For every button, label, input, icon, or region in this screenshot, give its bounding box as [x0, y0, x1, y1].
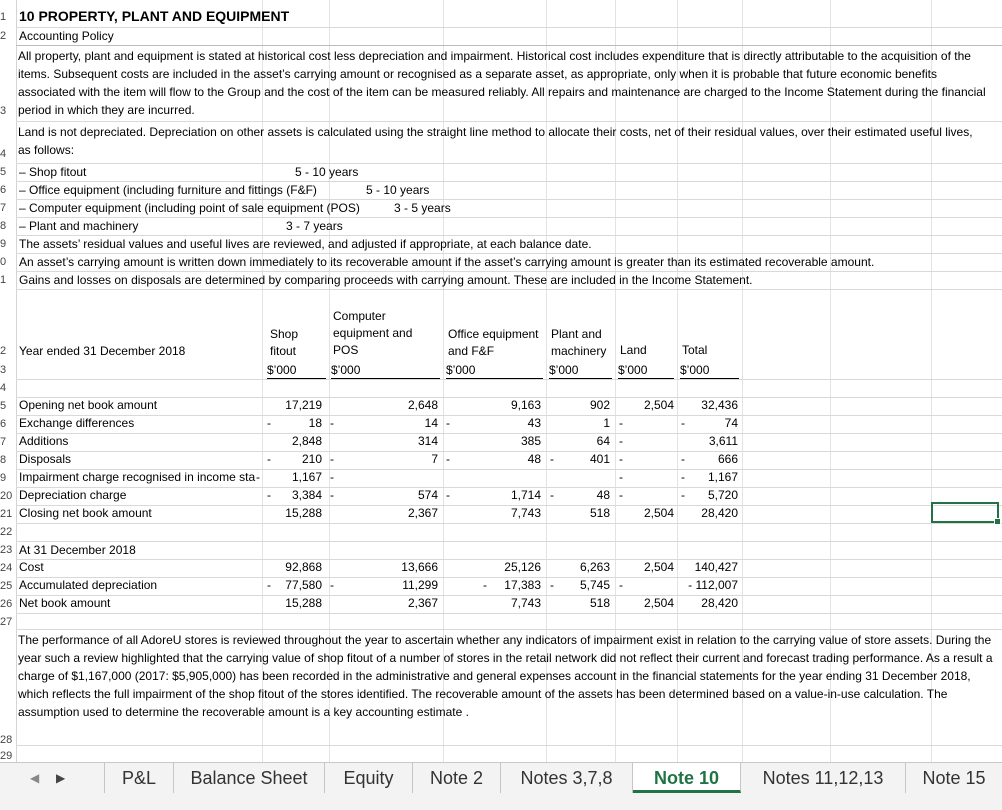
row-number[interactable]: 24 — [0, 562, 13, 574]
value-computer[interactable]: 7 — [431, 452, 438, 466]
row-number[interactable]: 23 — [0, 544, 13, 556]
row-label[interactable]: Closing net book amount — [19, 506, 152, 520]
row-number[interactable]: 8 — [0, 454, 7, 466]
dash-marker[interactable]: - — [681, 452, 685, 466]
dash-marker[interactable]: - — [267, 416, 271, 430]
value-land[interactable]: 2,504 — [643, 560, 674, 574]
policy-paragraph[interactable]: All property, plant and equipment is stated at historical cost less depreciation and impairment. Historical cost includes expenditure that is directly attributable to the acquisition of the items. Subsequent costs are included in the asset’s carrying amount or recognised as a separate asset, as appropriate, only when it is probable that future economic benefits associated with the item will flow to the Group and the cost of the item can be measured reliably. All repairs and maintenance are charged to the Income Statement during the financial period in which they are incurred. — [18, 49, 986, 117]
section-subtitle[interactable]: Accounting Policy — [19, 29, 114, 43]
value-total[interactable]: 28,420 — [701, 596, 738, 610]
row-number[interactable]: 7 — [0, 436, 7, 448]
dash-marker[interactable]: - — [330, 488, 334, 502]
row-number[interactable]: 2 — [0, 345, 7, 357]
life-label[interactable]: – Computer equipment (including point of sale equipment (POS) — [19, 201, 360, 215]
value-plant[interactable]: 5,745 — [579, 578, 610, 592]
dash-marker[interactable]: - — [446, 452, 450, 466]
row-number[interactable]: 4 — [0, 148, 7, 160]
dash-marker[interactable]: - — [330, 452, 334, 466]
value-total[interactable]: - 112,007 — [688, 578, 738, 592]
value-computer[interactable]: 14 — [424, 416, 438, 430]
row-number[interactable]: 6 — [0, 418, 7, 430]
depreciation-paragraph[interactable]: Land is not depreciated. Depreciation on other assets is calculated using the straight line method to allocate their costs, net of their residual values, over their estimated useful lives, as follows: — [18, 125, 973, 157]
value-computer[interactable]: 2,367 — [407, 596, 438, 610]
value-shop[interactable]: 210 — [301, 452, 322, 466]
row-number[interactable]: 4 — [0, 382, 7, 394]
dash-marker[interactable]: - — [619, 578, 623, 592]
value-computer[interactable]: 2,648 — [407, 398, 438, 412]
header-total[interactable]: Total — [682, 343, 708, 357]
row-label[interactable]: Accumulated depreciation — [19, 578, 158, 592]
tab-note-15[interactable]: Note 15 — [906, 763, 1002, 793]
row-number[interactable]: 5 — [0, 400, 7, 412]
row-number[interactable]: 29 — [0, 750, 13, 762]
dash-marker[interactable]: - — [619, 470, 623, 484]
header-land[interactable]: Land — [620, 343, 647, 357]
impairment-paragraph[interactable]: The performance of all AdoreU stores is reviewed throughout the year to ascertain whether any indicators of impairment exist in relation to the carrying value of store assets. During the year such a review highlighted that the carrying value of shop fitout of a number of stores in the retail network did not reflect their current and forecast trading performance. As a result a charge of $1,167,000 (2017: $5,905,000) has been recorded in the administrative and general expenses account in the financial statements for the year ending 31 December 2018, which reflects the full impairment of the shop fitout of the stores identified. The recoverable amount of the assets has been determined based on a value-in-use calculation. The assumption used to determine the recoverable amount is a key accounting estimate . — [18, 633, 993, 719]
dash-marker[interactable]: - — [550, 452, 554, 466]
row-number[interactable]: 3 — [0, 364, 7, 376]
life-value[interactable]: 5 - 10 years — [295, 165, 359, 179]
life-label[interactable]: – Plant and machinery — [19, 219, 139, 233]
dash-marker[interactable]: - — [550, 578, 554, 592]
at-date-label[interactable]: At 31 December 2018 — [19, 543, 136, 557]
value-shop[interactable]: 15,288 — [285, 506, 322, 520]
sheet-tab-bar — [0, 762, 1002, 810]
row-label[interactable]: Net book amount — [19, 596, 111, 610]
scroll-left-icon[interactable]: ◀ — [30, 771, 40, 785]
row-number[interactable]: 1 — [0, 274, 7, 286]
dash-marker[interactable]: - — [256, 470, 260, 484]
value-total[interactable]: 74 — [724, 416, 738, 430]
row-number[interactable]: 28 — [0, 734, 13, 746]
value-land[interactable]: 2,504 — [643, 506, 674, 520]
row-number[interactable]: 1 — [0, 11, 7, 23]
value-plant[interactable]: 518 — [589, 506, 610, 520]
dash-marker[interactable]: - — [619, 434, 623, 448]
value-plant[interactable]: 6,263 — [579, 560, 610, 574]
unit-label[interactable]: $’000 — [549, 363, 612, 379]
value-total[interactable]: 28,420 — [701, 506, 738, 520]
value-office[interactable]: 48 — [527, 452, 541, 466]
value-total[interactable]: 140,427 — [694, 560, 738, 574]
header-shop-fitout[interactable]: Shop fitout — [270, 327, 299, 358]
tab-notes-11-12-13[interactable]: Notes 11,12,13 — [741, 763, 906, 793]
dash-marker[interactable]: - — [446, 488, 450, 502]
row-number[interactable]: 26 — [0, 598, 13, 610]
dash-marker[interactable]: - — [267, 578, 271, 592]
header-plant[interactable]: Plant and machinery — [551, 327, 607, 358]
value-office[interactable]: 17,383 — [504, 578, 541, 592]
tab-balance-sheet[interactable]: Balance Sheet — [174, 763, 325, 793]
dash-marker[interactable]: - — [330, 470, 334, 484]
value-office[interactable]: 385 — [520, 434, 541, 448]
value-total[interactable]: 5,720 — [707, 488, 738, 502]
dash-marker[interactable]: - — [267, 452, 271, 466]
value-shop[interactable]: 18 — [308, 416, 322, 430]
life-label[interactable]: – Shop fitout — [19, 165, 87, 179]
value-shop[interactable]: 1,167 — [291, 470, 322, 484]
unit-label[interactable]: $’000 — [446, 363, 543, 379]
tab-note-2[interactable]: Note 2 — [413, 763, 501, 793]
row-number[interactable]: 8 — [0, 220, 7, 232]
value-computer[interactable]: 13,666 — [401, 560, 438, 574]
tab-notes-3-7-8[interactable]: Notes 3,7,8 — [501, 763, 633, 793]
value-total[interactable]: 32,436 — [701, 398, 738, 412]
row-label[interactable]: Exchange differences — [19, 416, 135, 430]
value-office[interactable]: 7,743 — [510, 506, 541, 520]
row-label[interactable]: Disposals — [19, 452, 72, 466]
fill-handle[interactable] — [994, 518, 1001, 525]
dash-marker[interactable]: - — [330, 416, 334, 430]
dash-marker[interactable]: - — [619, 488, 623, 502]
dash-marker[interactable]: - — [267, 488, 271, 502]
row-label[interactable]: Impairment charge recognised in income sta — [19, 470, 256, 484]
dash-marker[interactable]: - — [681, 488, 685, 502]
row-number[interactable]: 25 — [0, 580, 13, 592]
row-number[interactable]: 27 — [0, 616, 13, 628]
value-shop[interactable]: 92,868 — [285, 560, 322, 574]
dash-marker[interactable]: - — [681, 470, 685, 484]
tab-note-10[interactable]: Note 10 — [633, 763, 741, 793]
dash-marker[interactable]: - — [483, 578, 487, 592]
value-plant[interactable]: 401 — [589, 452, 610, 466]
row-number[interactable]: 3 — [0, 105, 7, 117]
dash-marker[interactable]: - — [619, 452, 623, 466]
scroll-right-icon[interactable]: ▶ — [56, 771, 66, 785]
value-plant[interactable]: 518 — [589, 596, 610, 610]
residual-note[interactable]: The assets’ residual values and useful lives are reviewed, and adjusted if appropriate, at each balance date. — [19, 237, 592, 251]
value-computer[interactable]: 11,299 — [402, 578, 438, 592]
value-shop[interactable]: 17,219 — [285, 398, 322, 412]
row-number[interactable]: 9 — [0, 238, 7, 250]
gains-note[interactable]: Gains and losses on disposals are determined by comparing proceeds with carrying amount. These are included in the Income Statement. — [19, 273, 753, 287]
life-value[interactable]: 3 - 7 years — [286, 219, 343, 233]
header-office[interactable]: Office equipment and F&F — [448, 327, 539, 358]
value-plant[interactable]: 1 — [603, 416, 610, 430]
unit-label[interactable]: $’000 — [331, 363, 440, 379]
header-computer[interactable]: Computer equipment and POS — [333, 309, 413, 357]
row-label[interactable]: Depreciation charge — [19, 488, 127, 502]
value-total[interactable]: 1,167 — [707, 470, 738, 484]
row-number[interactable]: 21 — [0, 508, 13, 520]
life-label[interactable]: – Office equipment (including furniture and fittings (F&F) — [19, 183, 317, 197]
value-shop[interactable]: 2,848 — [291, 434, 322, 448]
value-office[interactable]: 7,743 — [510, 596, 541, 610]
value-shop[interactable]: 3,384 — [291, 488, 322, 502]
value-computer[interactable]: 574 — [417, 488, 438, 502]
value-computer[interactable]: 2,367 — [407, 506, 438, 520]
value-office[interactable]: 1,714 — [510, 488, 541, 502]
value-plant[interactable]: 902 — [589, 398, 610, 412]
row-label[interactable]: Opening net book amount — [19, 398, 158, 412]
tab-pl[interactable]: P&L — [105, 763, 174, 793]
row-number[interactable]: 20 — [0, 490, 13, 502]
dash-marker[interactable]: - — [619, 416, 623, 430]
dash-marker[interactable]: - — [446, 416, 450, 430]
value-shop[interactable]: 77,580 — [285, 578, 322, 592]
unit-label[interactable]: $’000 — [618, 363, 674, 379]
value-office[interactable]: 43 — [527, 416, 541, 430]
value-plant[interactable]: 48 — [596, 488, 610, 502]
life-value[interactable]: 3 - 5 years — [394, 201, 451, 215]
dash-marker[interactable]: - — [330, 578, 334, 592]
value-office[interactable]: 9,163 — [510, 398, 541, 412]
value-total[interactable]: 3,611 — [708, 434, 738, 448]
writedown-note[interactable]: An asset’s carrying amount is written down immediately to its recoverable amount if the asset’s carrying amount is greater than its estimated recoverable amount. — [19, 255, 875, 269]
life-value[interactable]: 5 - 10 years — [366, 183, 430, 197]
row-label[interactable]: Additions — [19, 434, 69, 448]
dash-marker[interactable]: - — [550, 488, 554, 502]
value-land[interactable]: 2,504 — [643, 596, 674, 610]
year-label[interactable]: Year ended 31 December 2018 — [19, 344, 186, 358]
value-shop[interactable]: 15,288 — [285, 596, 322, 610]
value-land[interactable]: 2,504 — [643, 398, 674, 412]
value-office[interactable]: 25,126 — [504, 560, 541, 574]
value-computer[interactable]: 314 — [417, 434, 438, 448]
row-label[interactable]: Cost — [19, 560, 44, 574]
row-number[interactable]: 6 — [0, 184, 7, 196]
row-number[interactable]: 2 — [0, 30, 7, 42]
page-title[interactable]: 10 PROPERTY, PLANT AND EQUIPMENT — [19, 8, 290, 24]
dash-marker[interactable]: - — [681, 416, 685, 430]
unit-label[interactable]: $’000 — [680, 363, 739, 379]
row-number[interactable]: 0 — [0, 256, 7, 268]
value-total[interactable]: 666 — [717, 452, 738, 466]
selected-cell[interactable] — [931, 502, 999, 523]
row-number[interactable]: 5 — [0, 166, 7, 178]
row-number[interactable]: 7 — [0, 202, 7, 214]
value-plant[interactable]: 64 — [596, 434, 610, 448]
unit-label[interactable]: $’000 — [267, 363, 326, 379]
tab-equity[interactable]: Equity — [325, 763, 413, 793]
row-number[interactable]: 9 — [0, 472, 7, 484]
row-number[interactable]: 22 — [0, 526, 13, 538]
